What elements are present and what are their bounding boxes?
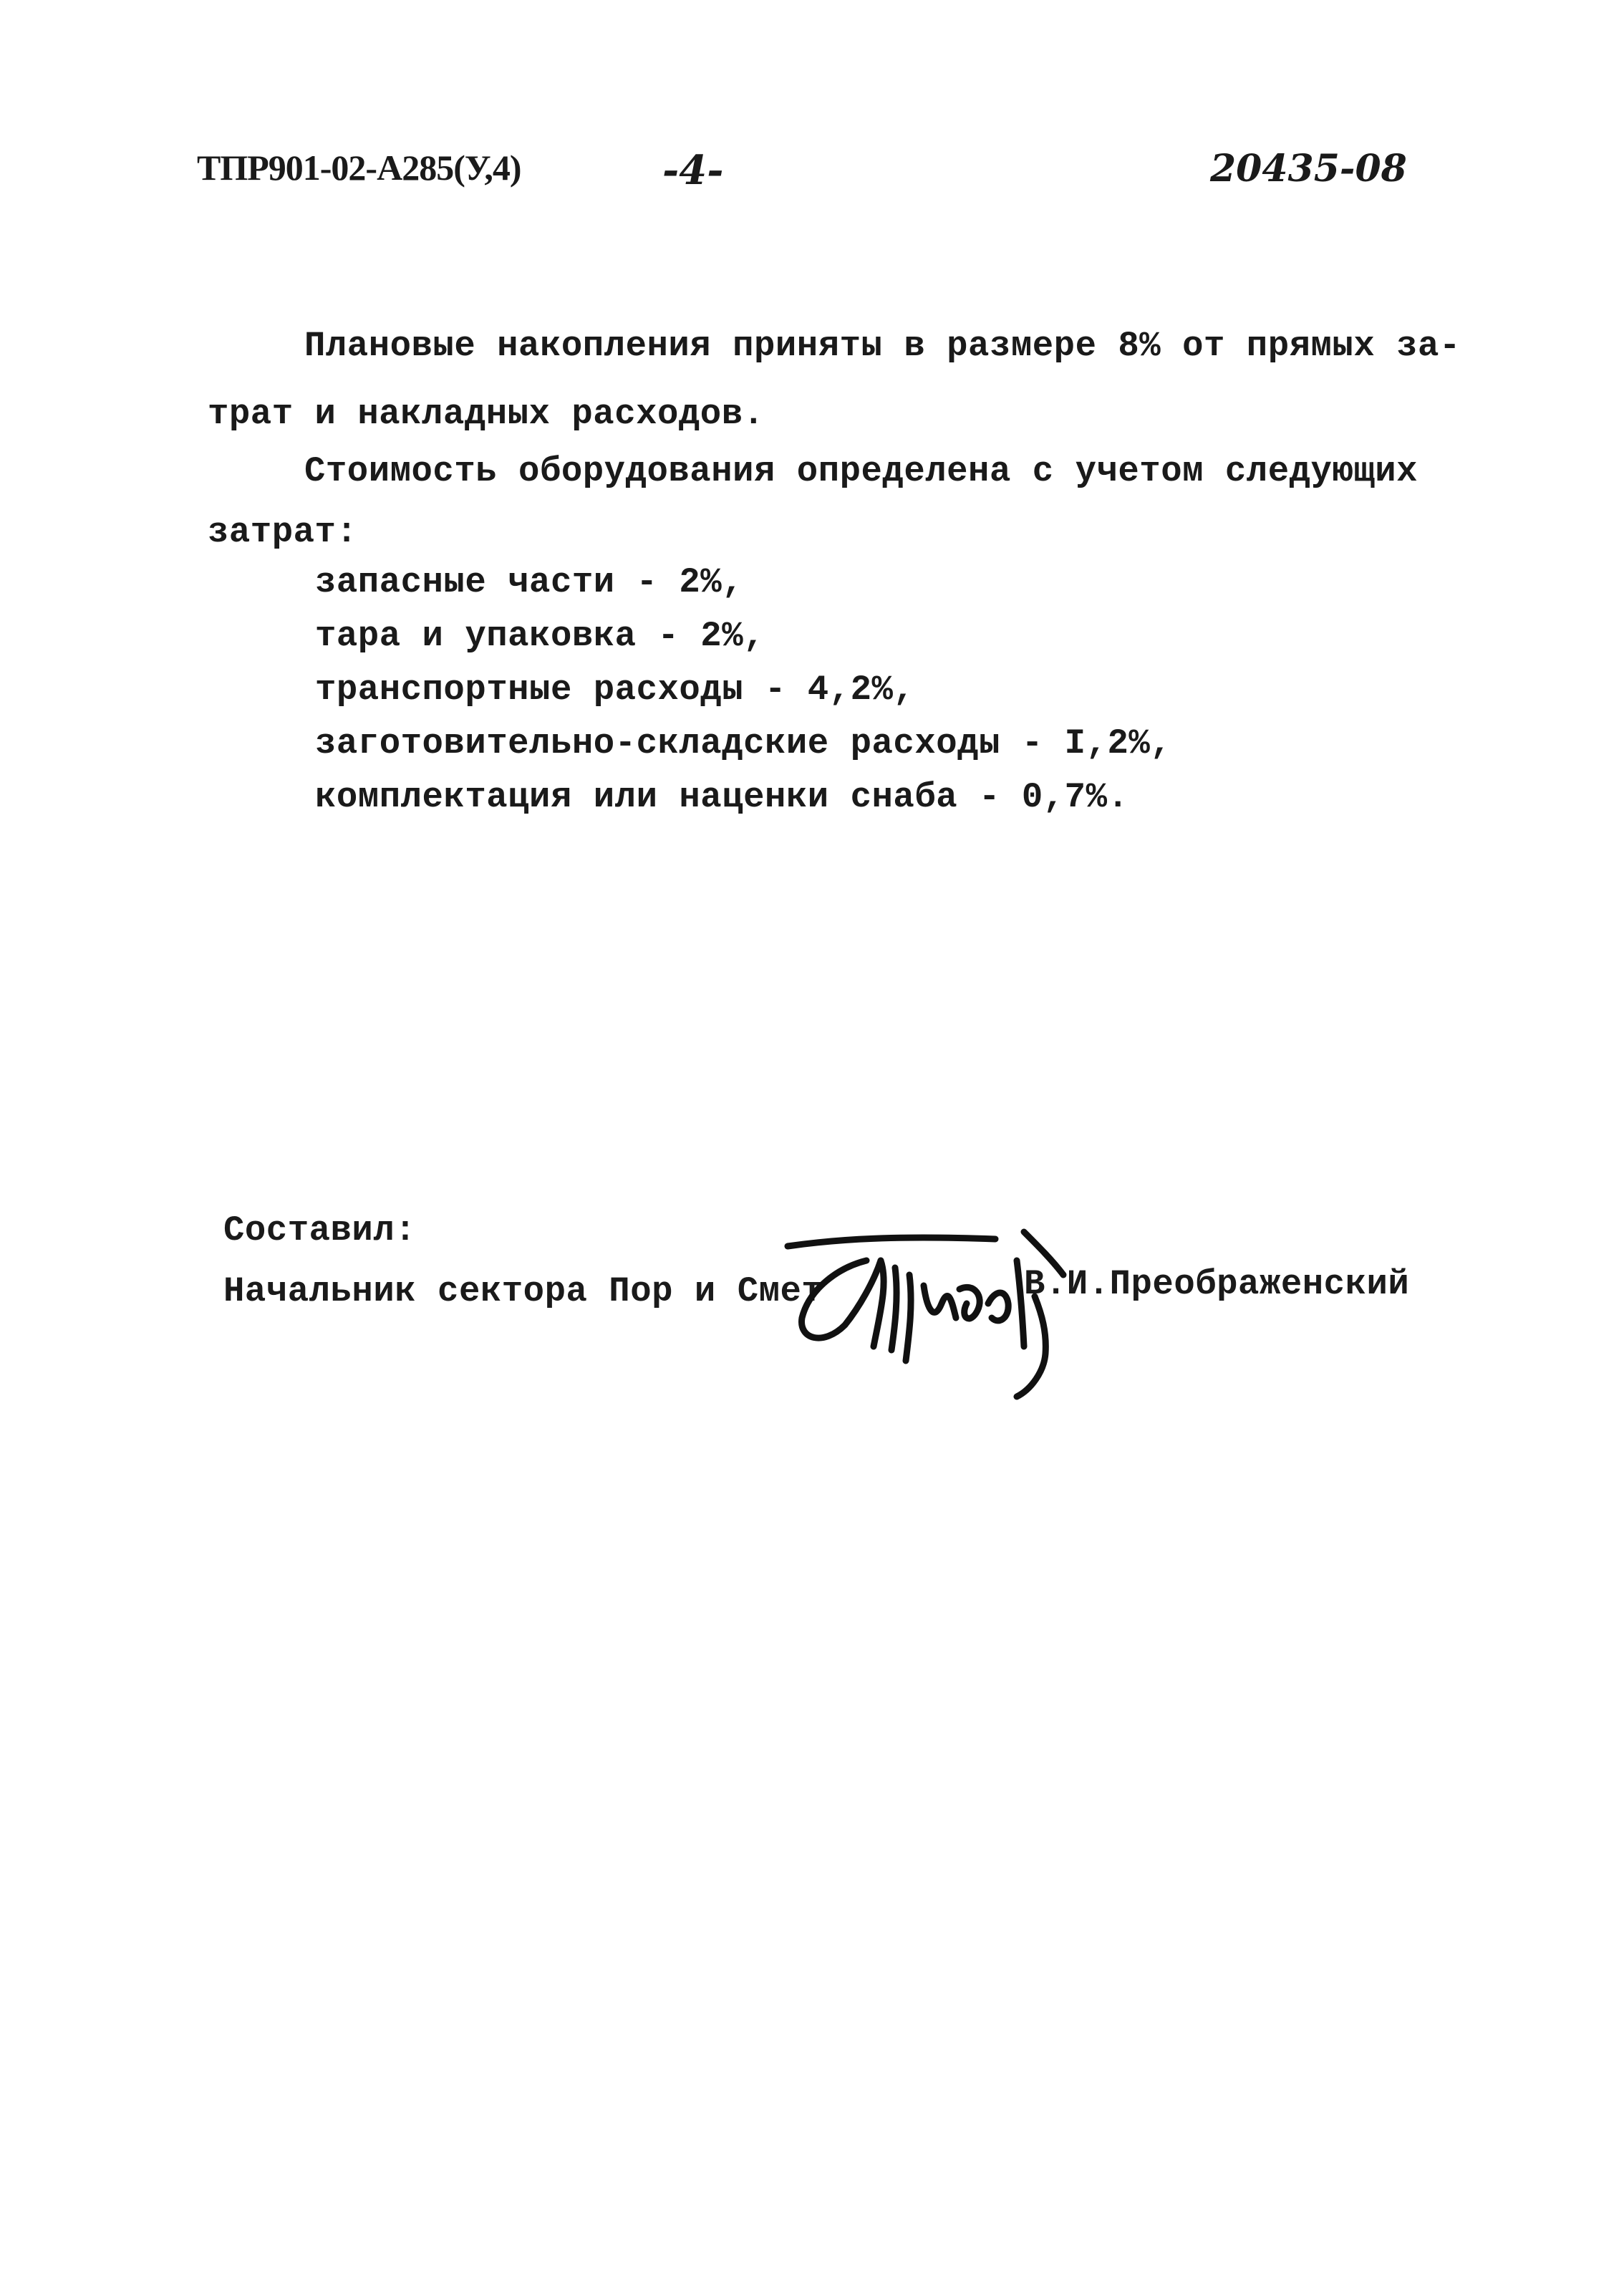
list-item-supply-markup: комплектация или наценки снаба - 0,7%. — [315, 777, 1129, 817]
list-item-spare-parts: запасные части - 2%, — [315, 562, 744, 602]
para2-line2: затрат: — [208, 512, 358, 552]
list-item-packaging: тара и упаковка - 2%, — [315, 616, 765, 656]
list-item-transport: транспортные расходы - 4,2%, — [315, 670, 915, 710]
para2-line1: Стоимость оборудования определена с учетом следующих — [304, 451, 1418, 491]
para1-line2: трат и накладных расходов. — [208, 394, 765, 434]
signer-position: Начальник сектора Пор и Смет — [223, 1271, 823, 1311]
page-number: -4- — [662, 147, 724, 194]
list-item-procurement: заготовительно-складские расходы - I,2%, — [315, 723, 1172, 763]
para1-line1: Плановые накопления приняты в размере 8% от прямых за- — [304, 326, 1461, 366]
compiled-label: Составил: — [223, 1210, 417, 1251]
handwritten-signature — [780, 1218, 1110, 1404]
doc-number: 20435-08 — [1210, 147, 1407, 191]
signer-name: В.И.Преображенский — [1024, 1264, 1410, 1304]
doc-code: ТПР901-02-А285(У,4) — [197, 148, 521, 188]
